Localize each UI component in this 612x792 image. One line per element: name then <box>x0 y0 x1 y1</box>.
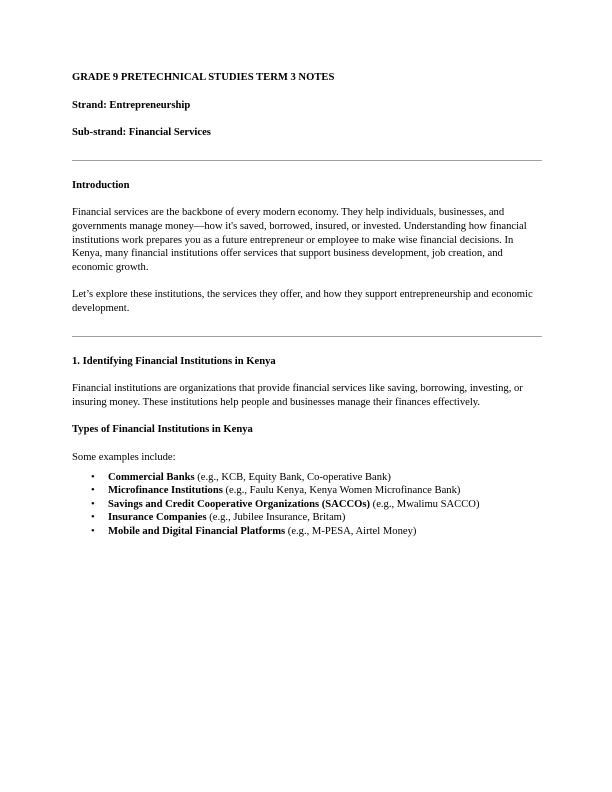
bullet-icon: • <box>91 485 95 497</box>
types-heading: Types of Financial Institutions in Kenya <box>72 424 253 436</box>
introduction-heading: Introduction <box>72 179 130 191</box>
institution-name: Microfinance Institutions <box>108 485 223 497</box>
institutions-list <box>72 471 542 539</box>
institution-name: Commercial Banks <box>108 471 195 483</box>
section-1-paragraph: Financial institutions are organizations that provide financial services like saving, borrowing, investing, or insuring money. These institutions help people and businesses manage their finances effectively. <box>72 383 523 408</box>
list-item <box>91 511 542 525</box>
list-item <box>91 471 542 485</box>
institution-examples: (e.g., Faulu Kenya, Kenya Women Microfinance Bank) <box>222 485 461 497</box>
bullet-icon: • <box>91 471 95 483</box>
institution-name: Savings and Credit Cooperative Organizations (SACCOs) <box>108 498 371 510</box>
section-1-heading: 1. Identifying Financial Institutions in Kenya <box>72 355 276 367</box>
institution-examples: (e.g., KCB, Equity Bank, Co-operative Bank) <box>194 471 391 483</box>
institution-name: Insurance Companies <box>108 512 207 524</box>
list-item <box>91 525 542 539</box>
bullet-icon: • <box>91 498 95 510</box>
list-item <box>91 484 542 498</box>
section-divider <box>72 336 542 337</box>
document-page <box>72 71 542 538</box>
institution-examples: (e.g., Jubilee Insurance, Britam) <box>206 512 346 524</box>
introduction-paragraph-1: Financial services are the backbone of every modern economy. They help individuals, businesses, and governments manage money—how it's saved, borrowed, insured, or invested. Understanding how financial institutions work prepares you as a future entrepreneur or employee to make wise financial decisions. In Kenya, many financial institutions offer services that support business development, job creation, and economic growth. <box>72 207 527 273</box>
bullet-icon: • <box>91 512 95 524</box>
list-item <box>91 498 542 512</box>
document-title: GRADE 9 PRETECHNICAL STUDIES TERM 3 NOTES <box>72 72 335 83</box>
institution-name: Mobile and Digital Financial Platforms <box>108 525 286 537</box>
institution-examples: (e.g., M-PESA, Airtel Money) <box>285 525 417 537</box>
section-divider <box>72 160 542 161</box>
examples-intro: Some examples include: <box>72 451 176 463</box>
institution-examples: (e.g., Mwalimu SACCO) <box>370 498 480 510</box>
strand-label: Strand: Entrepreneurship <box>72 99 191 111</box>
substrand-label: Sub-strand: Financial Services <box>72 127 211 139</box>
introduction-paragraph-2: Let’s explore these institutions, the services they offer, and how they support entrepreneurship and economic development. <box>72 289 533 314</box>
bullet-icon: • <box>91 525 95 537</box>
